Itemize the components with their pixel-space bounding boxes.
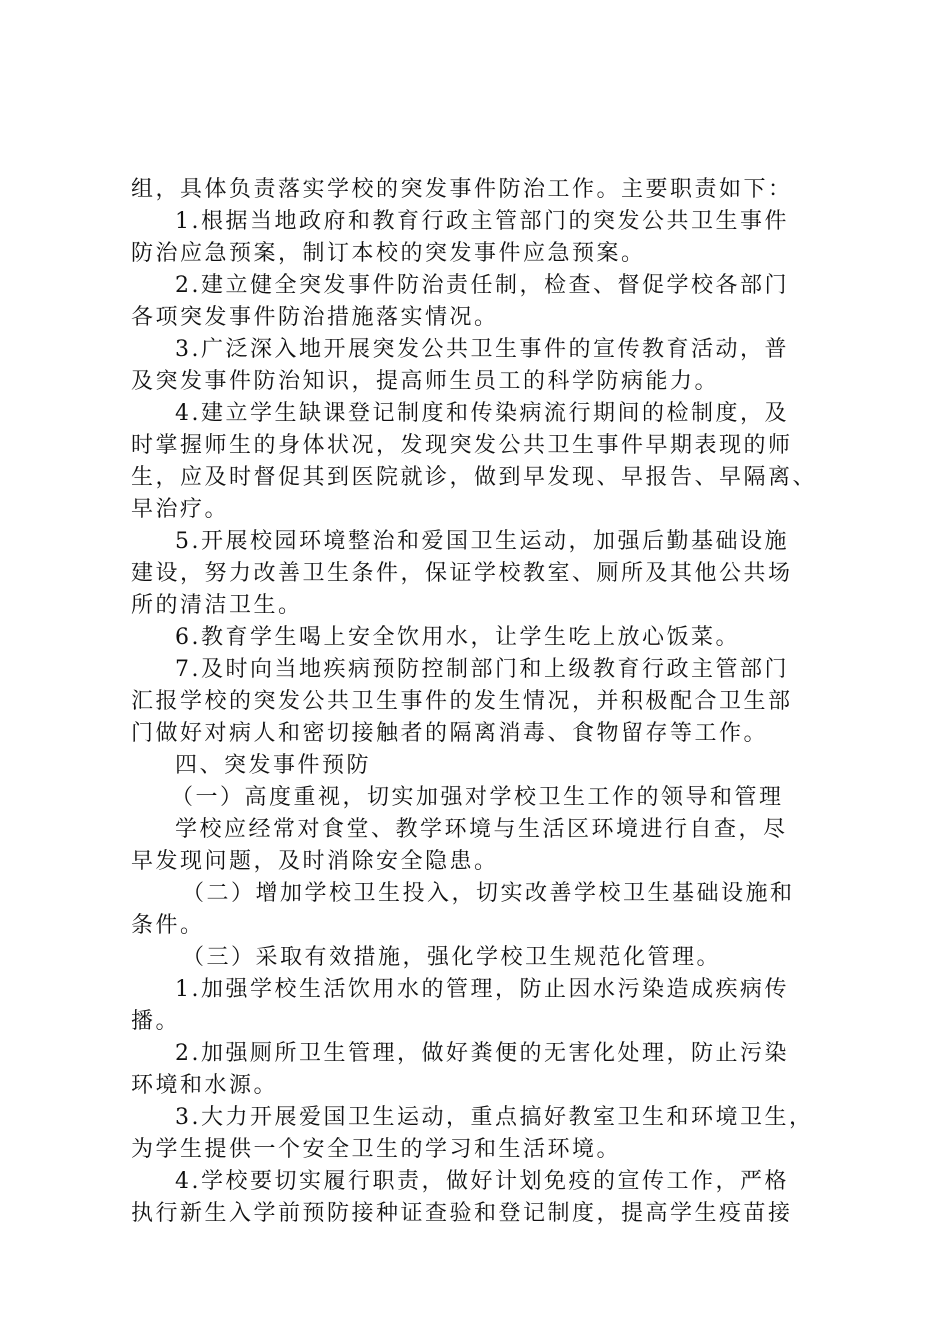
text-line: 学校应经常对食堂、教学环境与生活区环境进行自查，尽 [175, 817, 788, 842]
text-line: 执行新生入学前预防接种证查验和登记制度，提高学生疫苗接 [131, 1201, 793, 1226]
text-line: 组，具体负责落实学校的突发事件防治工作。主要职责如下： [131, 177, 793, 202]
subsection-heading: （二）增加学校卫生投入，切实改善学校卫生基础设施和 [182, 881, 795, 906]
text-line: 1.加强学校生活饮用水的管理，防止因水污染造成疾病传 [175, 977, 789, 1002]
text-line: 各项突发事件防治措施落实情况。 [131, 305, 499, 330]
text-line: 4.建立学生缺课登记制度和传染病流行期间的检制度，及 [175, 401, 789, 426]
text-line: 7.及时向当地疾病预防控制部门和上级教育行政主管部门 [175, 657, 789, 682]
document-body [131, 174, 841, 1230]
text-line: 门做好对病人和密切接触者的隔离消毒、食物留存等工作。 [131, 721, 769, 746]
text-line: 1.根据当地政府和教育行政主管部门的突发公共卫生事件 [175, 209, 789, 234]
text-line: 早发现问题，及时消除安全隐患。 [131, 849, 499, 874]
subsection-heading: （三）采取有效措施，强化学校卫生规范化管理。 [182, 945, 722, 970]
text-line: 所的清洁卫生。 [131, 593, 303, 618]
text-line: 6.教育学生喝上安全饮用水，让学生吃上放心饭菜。 [175, 625, 740, 650]
text-line: 早治疗。 [131, 497, 230, 522]
text-line: 及突发事件防治知识，提高师生员工的科学防病能力。 [131, 369, 720, 394]
text-line: 2.加强厕所卫生管理，做好粪便的无害化处理，防止污染 [175, 1041, 789, 1066]
text-line: 3.大力开展爱国卫生运动，重点搞好教室卫生和环境卫生， [175, 1105, 814, 1130]
text-line: 建设，努力改善卫生条件，保证学校教室、厕所及其他公共场 [131, 561, 793, 586]
text-line: 3.广泛深入地开展突发公共卫生事件的宣传教育活动，普 [175, 337, 789, 362]
text-line: 播。 [131, 1009, 181, 1034]
text-line: 汇报学校的突发公共卫生事件的发生情况，并积极配合卫生部 [131, 689, 793, 714]
text-line: 5.开展校园环境整治和爱国卫生运动，加强后勤基础设施 [175, 529, 789, 554]
text-line: 防治应急预案，制订本校的突发事件应急预案。 [131, 241, 646, 266]
text-line: 为学生提供一个安全卫生的学习和生活环境。 [131, 1137, 622, 1162]
text-line: 4.学校要切实履行职责，做好计划免疫的宣传工作，严格 [175, 1169, 789, 1194]
text-line: 时掌握师生的身体状况，发现突发公共卫生事件早期表现的师 [131, 433, 793, 458]
text-line: 生，应及时督促其到医院就诊，做到早发现、早报告、早隔离、 [131, 465, 818, 490]
text-line: 条件。 [131, 913, 205, 938]
section-heading: 四、突发事件预防 [175, 753, 372, 778]
text-line: 2.建立健全突发事件防治责任制，检查、督促学校各部门 [175, 273, 789, 298]
text-line: 环境和水源。 [131, 1073, 279, 1098]
subsection-heading: （一）高度重视，切实加强对学校卫生工作的领导和管理 [171, 785, 784, 810]
